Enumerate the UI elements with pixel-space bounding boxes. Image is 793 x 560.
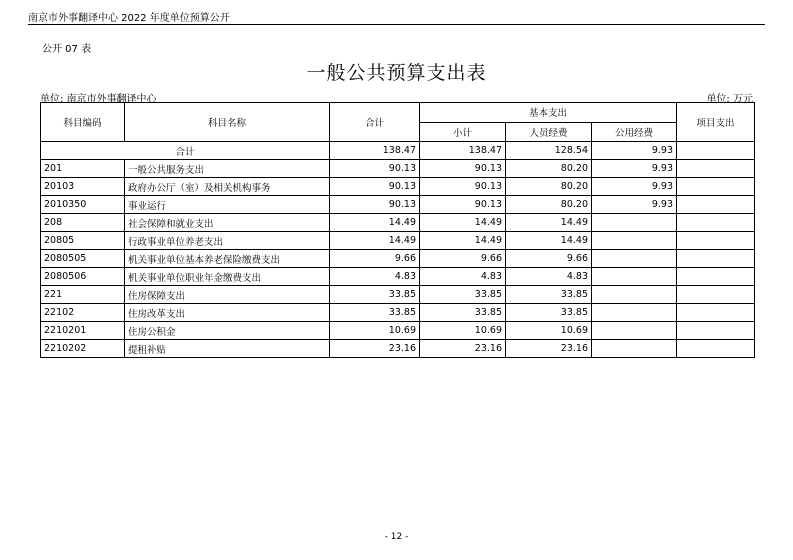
running-header: 南京市外事翻译中心 2022 年度单位预算公开 bbox=[28, 13, 230, 24]
total-label: 合计 bbox=[41, 142, 330, 160]
project-cell bbox=[677, 340, 755, 358]
col-header-code: 科目编码 bbox=[41, 103, 125, 142]
project-cell bbox=[677, 250, 755, 268]
project-cell bbox=[677, 322, 755, 340]
code-cell: 2210201 bbox=[41, 322, 125, 340]
public-cell bbox=[592, 214, 677, 232]
total-cell: 9.66 bbox=[330, 250, 420, 268]
unit-currency: 单位: 万元 bbox=[706, 94, 753, 105]
total-row bbox=[41, 142, 755, 160]
page-number: - 12 - bbox=[384, 532, 409, 542]
subtotal-cell: 90.13 bbox=[420, 160, 506, 178]
budget-table bbox=[40, 102, 755, 358]
total-cell: 90.13 bbox=[330, 196, 420, 214]
subtotal-cell: 14.49 bbox=[420, 232, 506, 250]
public-cell bbox=[592, 340, 677, 358]
total-cell: 10.69 bbox=[330, 322, 420, 340]
project-cell bbox=[677, 232, 755, 250]
personnel-cell: 4.83 bbox=[506, 268, 592, 286]
col-header-public: 公用经费 bbox=[592, 122, 677, 142]
project-cell bbox=[677, 178, 755, 196]
personnel-cell: 128.54 bbox=[506, 142, 592, 160]
name-cell: 住房公积金 bbox=[125, 322, 330, 340]
public-cell bbox=[592, 286, 677, 304]
subtotal-cell: 33.85 bbox=[420, 304, 506, 322]
code-cell: 208 bbox=[41, 214, 125, 232]
col-header-subtotal: 小计 bbox=[420, 122, 506, 142]
table-row bbox=[41, 232, 755, 250]
code-cell: 201 bbox=[41, 160, 125, 178]
public-cell: 9.93 bbox=[592, 178, 677, 196]
personnel-cell: 80.20 bbox=[506, 178, 592, 196]
total-cell: 33.85 bbox=[330, 286, 420, 304]
name-cell: 提租补贴 bbox=[125, 340, 330, 358]
subtotal-cell: 10.69 bbox=[420, 322, 506, 340]
personnel-cell: 23.16 bbox=[506, 340, 592, 358]
name-cell: 机关事业单位基本养老保险缴费支出 bbox=[125, 250, 330, 268]
project-cell bbox=[677, 196, 755, 214]
table-row bbox=[41, 250, 755, 268]
project-cell bbox=[677, 142, 755, 160]
name-cell: 一般公共服务支出 bbox=[125, 160, 330, 178]
col-header-basic: 基本支出 bbox=[420, 103, 677, 123]
public-cell: 9.93 bbox=[592, 160, 677, 178]
subtotal-cell: 23.16 bbox=[420, 340, 506, 358]
total-cell: 90.13 bbox=[330, 160, 420, 178]
public-cell bbox=[592, 232, 677, 250]
project-cell bbox=[677, 286, 755, 304]
subtotal-cell: 9.66 bbox=[420, 250, 506, 268]
code-cell: 2080505 bbox=[41, 250, 125, 268]
table-row bbox=[41, 304, 755, 322]
table-row bbox=[41, 196, 755, 214]
name-cell: 社会保障和就业支出 bbox=[125, 214, 330, 232]
public-cell bbox=[592, 268, 677, 286]
table-row bbox=[41, 214, 755, 232]
table-row bbox=[41, 178, 755, 196]
total-cell: 4.83 bbox=[330, 268, 420, 286]
personnel-cell: 80.20 bbox=[506, 160, 592, 178]
subtotal-cell: 14.49 bbox=[420, 214, 506, 232]
unit-organization: 单位: 南京市外事翻译中心 bbox=[40, 94, 157, 105]
header-row-1 bbox=[41, 103, 755, 123]
name-cell: 住房改革支出 bbox=[125, 304, 330, 322]
subtotal-cell: 90.13 bbox=[420, 196, 506, 214]
public-cell bbox=[592, 304, 677, 322]
total-cell: 14.49 bbox=[330, 214, 420, 232]
total-cell: 90.13 bbox=[330, 178, 420, 196]
total-cell: 138.47 bbox=[330, 142, 420, 160]
public-cell: 9.93 bbox=[592, 196, 677, 214]
personnel-cell: 9.66 bbox=[506, 250, 592, 268]
name-cell: 住房保障支出 bbox=[125, 286, 330, 304]
code-cell: 2010350 bbox=[41, 196, 125, 214]
project-cell bbox=[677, 268, 755, 286]
total-cell: 23.16 bbox=[330, 340, 420, 358]
subtotal-cell: 90.13 bbox=[420, 178, 506, 196]
project-cell bbox=[677, 304, 755, 322]
table-row bbox=[41, 340, 755, 358]
personnel-cell: 14.49 bbox=[506, 232, 592, 250]
project-cell bbox=[677, 214, 755, 232]
name-cell: 事业运行 bbox=[125, 196, 330, 214]
personnel-cell: 10.69 bbox=[506, 322, 592, 340]
total-cell: 33.85 bbox=[330, 304, 420, 322]
col-header-total: 合计 bbox=[330, 103, 420, 142]
code-cell: 22102 bbox=[41, 304, 125, 322]
total-cell: 14.49 bbox=[330, 232, 420, 250]
public-cell bbox=[592, 250, 677, 268]
subtotal-cell: 33.85 bbox=[420, 286, 506, 304]
subtotal-cell: 4.83 bbox=[420, 268, 506, 286]
public-cell: 9.93 bbox=[592, 142, 677, 160]
table-tag: 公开 07 表 bbox=[42, 44, 92, 55]
personnel-cell: 80.20 bbox=[506, 196, 592, 214]
table-row bbox=[41, 286, 755, 304]
header-divider bbox=[28, 24, 765, 25]
personnel-cell: 33.85 bbox=[506, 286, 592, 304]
public-cell bbox=[592, 322, 677, 340]
name-cell: 政府办公厅（室）及相关机构事务 bbox=[125, 178, 330, 196]
table-row bbox=[41, 160, 755, 178]
subtotal-cell: 138.47 bbox=[420, 142, 506, 160]
page-title: 一般公共预算支出表 bbox=[306, 62, 487, 84]
col-header-project: 项目支出 bbox=[677, 103, 755, 142]
code-cell: 2210202 bbox=[41, 340, 125, 358]
code-cell: 20103 bbox=[41, 178, 125, 196]
name-cell: 机关事业单位职业年金缴费支出 bbox=[125, 268, 330, 286]
code-cell: 221 bbox=[41, 286, 125, 304]
col-header-name: 科目名称 bbox=[125, 103, 330, 142]
code-cell: 2080506 bbox=[41, 268, 125, 286]
col-header-personnel: 人员经费 bbox=[506, 122, 592, 142]
code-cell: 20805 bbox=[41, 232, 125, 250]
project-cell bbox=[677, 160, 755, 178]
personnel-cell: 33.85 bbox=[506, 304, 592, 322]
table-row bbox=[41, 322, 755, 340]
personnel-cell: 14.49 bbox=[506, 214, 592, 232]
name-cell: 行政事业单位养老支出 bbox=[125, 232, 330, 250]
table-row bbox=[41, 268, 755, 286]
